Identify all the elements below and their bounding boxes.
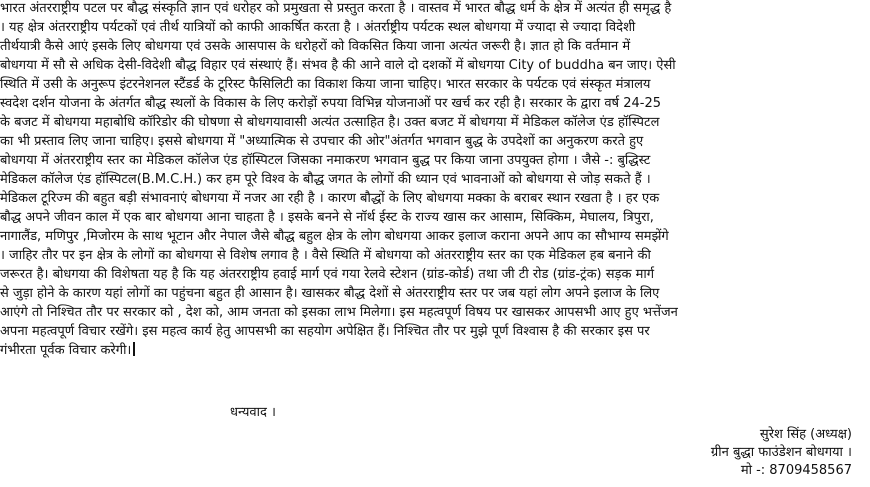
- paragraph-line: तीर्थयात्री कैसे आएं इसके लिए बोधगया एवं उसके आसपास के धरोहरों को विकसित किया जाना अत्यंत जरूरी है। ज्ञात हो कि वर्तमान में: [0, 39, 631, 54]
- paragraph-line: बोधगया में अंतरराष्ट्रीय स्तर का मेडिकल कॉलेज एंड हॉस्पिटल जिसका नमाकरण भगवान बुद्ध पर किया जाना उपयुक्त होगा । जैसे -: बुद्धिस्ट: [0, 153, 651, 168]
- paragraph-line: के बजट में बोधगया महाबोधि कॉरिडोर की घोषणा से बोधगयावासी अत्यंत उत्साहित है। उक्त बजट में बोधगया में मेडिकल कॉलेज एंड हॉस्पिटल: [0, 115, 660, 130]
- paragraph-line: से जुड़ा होने के कारण यहां लोगों का पहुंचना बहुत ही आसान है। खासकर बौद्ध देशों से अंतरराष्ट्रीय स्तर पर जब यहां लोग अपने इलाज के लिए: [0, 286, 660, 301]
- paragraph-line: मेडिकल टूरिज्म की बहुत बड़ी संभावनाएं बोधगया में नजर आ रही है । कारण बौद्धों के लिए बोधगया मक्का के बराबर स्थान रखता है । हर एक: [0, 191, 660, 206]
- thanks-text: धन्यवाद ।: [230, 405, 276, 420]
- paragraph-line: जरूरत है। बोधगया की विशेषता यह है कि यह अंतरराष्ट्रीय हवाई मार्ग एवं गया रेलवे स्टेशन (ग्रांड-कोर्ड) तथा जी टी रोड (ग्रांड-ट्रंक) सड़क मार्ग: [0, 267, 655, 282]
- paragraph-line: आएंगे तो निश्चित तौर पर सरकार को , देश को, आम जनता को इसका लाभ मिलेगा। इस महत्वपूर्ण विषय पर खासकर आपसभी आए हुए भत्तेंजन: [0, 305, 678, 320]
- signatory-name: सुरेश सिंह (अध्यक्ष): [759, 427, 852, 442]
- paragraph-last-line: [0, 342, 866, 359]
- paragraph-line: अपना महत्वपूर्ण विचार रखेंगे। इस महत्व कार्य हेतु आपसभी का सहयोग अपेक्षित हैं। निश्चित तौर पर मुझे पूर्ण विश्वास है की सरकार इस पर: [0, 324, 650, 339]
- signature-block: [711, 426, 852, 480]
- paragraph-line: बौद्ध अपने जीवन काल में एक बार बोधगया आना चाहता है । इसके बनने से नॉर्थ ईस्ट के राज्य खास कर आसाम, सिक्किम, मेघालय, त्रिपुरा,: [0, 210, 654, 225]
- signatory-organization: ग्रीन बुद्धा फाउंडेशन बोधगया ।: [710, 445, 852, 460]
- paragraph-line: स्थिति में उसी के अनुरूप इंटरनेशनल स्टैंडर्ड के टूरिस्ट फैसिलिटी का विकाश किया जाना चाहिए। भारत सरकार के पर्यटक एवं संस्कृत मंत्रालय: [0, 77, 651, 92]
- paragraph-line: का भी प्रस्ताव लिए जाना चाहिए। इससे बोधगया में "अध्यात्मिक से उपचार की ओर"अंतर्गत भगवान बुद्ध के उपदेशों का अनुकरण करते हुए: [0, 134, 644, 149]
- paragraph-line: नागालैंड, मणिपुर ,मिजोरम के साथ भूटान और नेपाल जैसे बौद्ध बहुल क्षेत्र के लोग बोधगया आकर इलाज कराना अपने आप का सौभाग्य समझेंगे: [0, 229, 669, 244]
- paragraph-last-line-text: गंभीरता पूर्वक विचार करेगी।: [0, 343, 132, 358]
- signatory-mobile: मो -: 8709458567: [740, 463, 852, 478]
- paragraph-line: बोधगया में सौ से अधिक देसी-विदेशी बौद्ध विहार एवं संस्थाएं हैं। संभव है की आने वाले दो दशकों में बोधगया City of buddha बन जाए। ऐसी: [0, 58, 676, 73]
- paragraph-line: । यह क्षेत्र अंतरराष्ट्रीय पर्यटकों एवं तीर्थ यात्रियों को काफी आकर्षित करता है । अंतर्राष्ट्रीय पर्यटक स्थल बोधगया में ज्यादा से ज्यादा विदेशी: [0, 20, 636, 35]
- paragraph-line: । जाहिर तौर पर इन क्षेत्र के लोगों का बोधगया से विशेष लगाव है । वैसे स्थिति में बोधगया को अंतरराष्ट्रीय स्तर का एक मेडिकल हब बनाने की: [0, 248, 651, 263]
- paragraph-line: मेडिकल कॉलेज एंड हॉस्पिटल(B.M.C.H.) कर हम पूरे विश्व के बौद्ध जगत के लोगों की ध्यान एवं भावनाओं को बोधगया से जोड़ सकते हैं ।: [0, 172, 651, 187]
- paragraph-line: स्वदेश दर्शन योजना के अंतर्गत बौद्ध स्थलों के विकास के लिए करोड़ों रुपया विभिन्न योजनाओं पर खर्च कर रही है। सरकार के द्वारा वर्ष 24-25: [0, 96, 661, 111]
- text-cursor: [133, 342, 135, 356]
- paragraph-line: भारत अंतरराष्ट्रीय पटल पर बौद्ध संस्कृति ज्ञान एवं धरोहर को प्रमुखता से प्रस्तुत करता है । वास्तव में भारत बौद्ध धर्म के क्षेत्र में अत्यंत ही समृद्ध है: [0, 1, 672, 16]
